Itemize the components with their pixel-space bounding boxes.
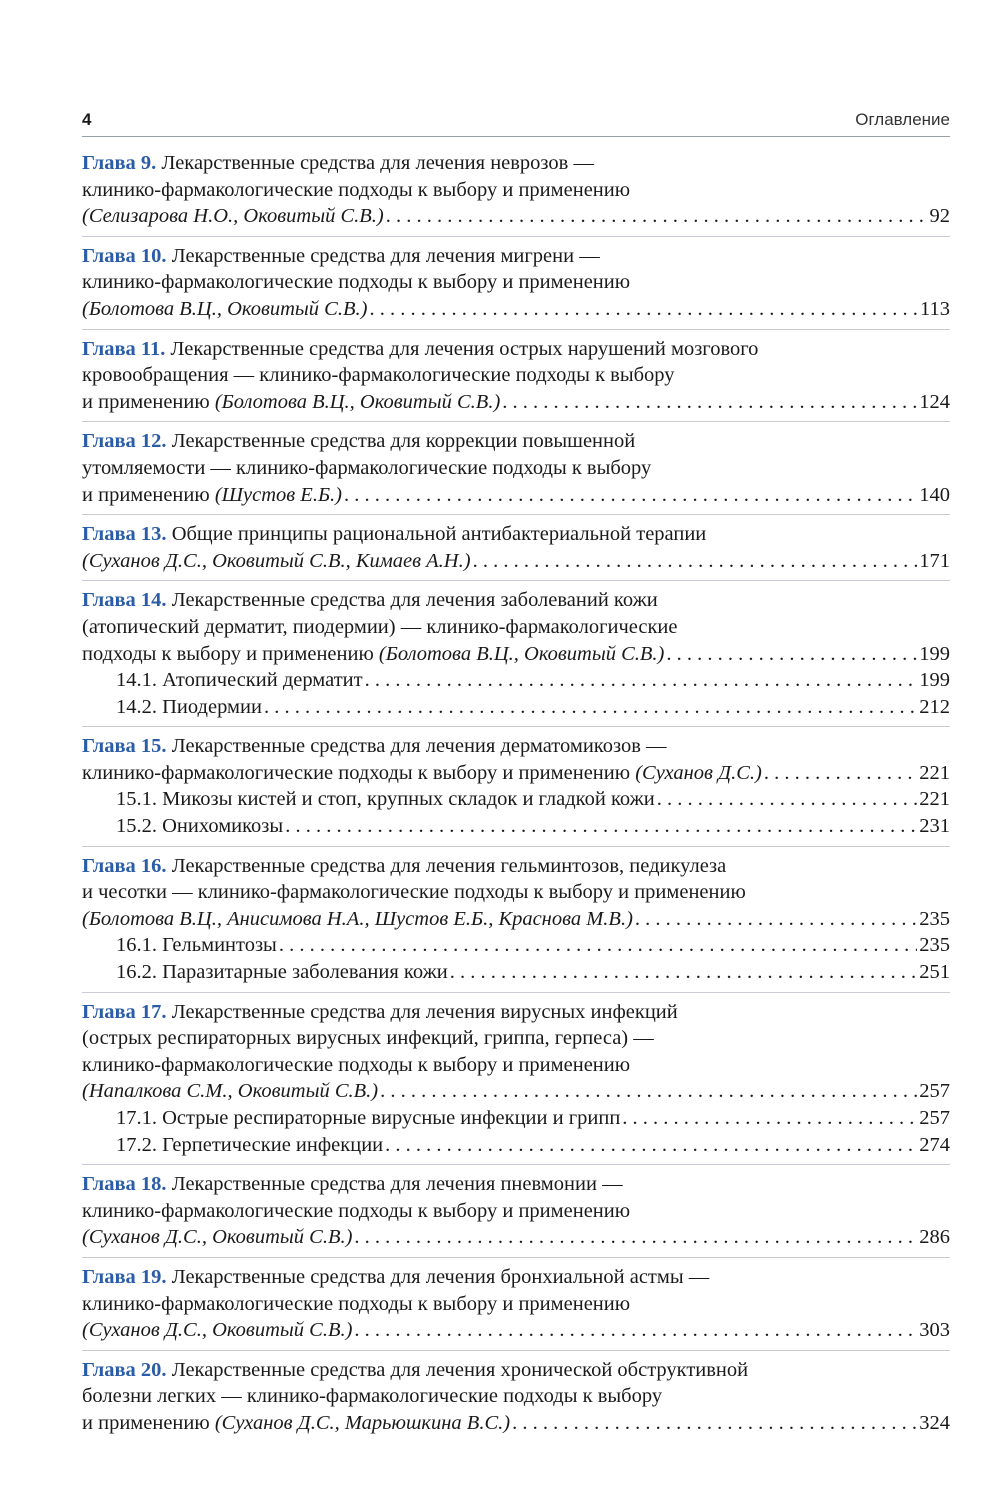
- chapter-authors: (Селизарова Н.О., Оковитый С.В.): [82, 205, 384, 228]
- chapter-title-line: и применению: [82, 1411, 215, 1434]
- page-ref: 235: [919, 907, 950, 930]
- chapter-title-line: Лекарственные средства для лечения гельминтозов, педикулеза: [171, 854, 727, 877]
- subsection-title: 17.2. Герпетические инфекции: [116, 1133, 384, 1156]
- page-ref: 92: [929, 205, 950, 228]
- page-ref: 286: [919, 1226, 950, 1249]
- chapter-authors: (Шустов Е.Б.): [214, 483, 342, 506]
- page-ref: 221: [919, 761, 950, 784]
- toc-leader-line: [82, 296, 950, 323]
- toc-subsection[interactable]: [82, 932, 950, 959]
- header-rule: [82, 136, 950, 137]
- dot-leader: [365, 667, 918, 694]
- page-ref: 199: [919, 669, 950, 692]
- dot-leader: [502, 389, 917, 416]
- chapter-title-line: болезни легких — клинико-фармакологические подходы к выбору: [82, 1385, 663, 1408]
- toc-leader-line: [82, 203, 950, 230]
- chapter-title-line: Лекарственные средства для лечения неврозов —: [161, 152, 594, 174]
- subsection-title: 16.2. Паразитарные заболевания кожи: [116, 961, 448, 984]
- page-ref: 257: [919, 1080, 950, 1103]
- chapter-authors: (Суханов Д.С.): [635, 761, 762, 784]
- chapter-authors: (Суханов Д.С., Оковитый С.В., Кимаев А.Н.): [82, 549, 471, 572]
- dot-leader: [285, 813, 917, 840]
- dot-leader: [264, 694, 917, 721]
- toc-entry[interactable]: [82, 422, 950, 515]
- page-ref: 257: [919, 1107, 950, 1129]
- page-ref: 231: [919, 815, 950, 838]
- toc-subsection[interactable]: [82, 786, 950, 813]
- chapter-title-line: (острых респираторных вирусных инфекций, гриппа, герпеса) —: [82, 1027, 654, 1050]
- subsection-title: 16.1. Гельминтозы: [116, 934, 277, 957]
- toc-subsection[interactable]: [82, 694, 950, 721]
- toc-entry[interactable]: [82, 148, 950, 237]
- dot-leader: [385, 1132, 917, 1159]
- chapter-authors: (Болотова В.Ц., Оковитый С.В.): [82, 297, 368, 320]
- dot-leader: [344, 482, 917, 509]
- chapter-label: Глава 14.: [82, 589, 167, 612]
- toc-entry[interactable]: [82, 1165, 950, 1258]
- chapter-authors: (Болотова В.Ц., Оковитый С.В.): [378, 642, 665, 665]
- toc-subsection[interactable]: [82, 959, 950, 986]
- dot-leader: [512, 1410, 917, 1437]
- dot-leader: [764, 760, 917, 787]
- chapter-title-line: Лекарственные средства для лечения пневмонии —: [171, 1173, 623, 1196]
- chapter-authors: (Болотова В.Ц., Оковитый С.В.): [214, 390, 501, 413]
- toc-entry[interactable]: [82, 581, 950, 727]
- page-number: 4: [82, 110, 92, 129]
- toc-leader-line: [82, 1410, 950, 1437]
- subsection-title: 15.2. Онихомикозы: [116, 815, 284, 838]
- chapter-title-line: и применению: [82, 390, 215, 413]
- section-title: Оглавление: [855, 110, 950, 129]
- toc-entry[interactable]: [82, 1351, 950, 1443]
- chapter-label: Глава 15.: [82, 735, 167, 758]
- subsection-title: 15.1. Микозы кистей и стоп, крупных складок и гладкой кожи: [116, 788, 655, 811]
- toc-leader-line: [82, 1317, 950, 1344]
- page-ref: 171: [919, 549, 950, 572]
- chapter-authors: (Болотова В.Ц., Анисимова Н.А., Шустов Е.Б., Краснова М.В.): [82, 907, 633, 930]
- running-header: [82, 110, 950, 138]
- chapter-authors: (Суханов Д.С., Оковитый С.В.): [82, 1319, 353, 1342]
- chapter-label: Глава 12.: [82, 430, 167, 453]
- subsection-title: 14.2. Пиодермии: [116, 695, 262, 718]
- chapter-title-line: клинико-фармакологические подходы к выбору и применению: [82, 761, 636, 784]
- chapter-title-line: клинико-фармакологические подходы к выбору и применению: [82, 1292, 631, 1315]
- subsection-title: 14.1. Атопический дерматит: [116, 669, 363, 692]
- page-ref: 199: [919, 642, 950, 665]
- page-ref: 212: [919, 695, 950, 718]
- chapter-label: Глава 10.: [82, 244, 167, 267]
- dot-leader: [450, 959, 918, 986]
- toc-leader-line: [82, 548, 950, 575]
- chapter-title-line: (атопический дерматит, пиодермии) — клинико-фармакологические: [82, 615, 678, 638]
- chapter-label: Глава 17.: [82, 1000, 167, 1023]
- chapter-label: Глава 9.: [82, 152, 157, 174]
- dot-leader: [354, 1317, 917, 1344]
- toc-subsection[interactable]: [82, 1105, 950, 1132]
- page-ref: 124: [919, 390, 950, 413]
- toc-entry[interactable]: [82, 237, 950, 330]
- toc-leader-line: [82, 1224, 950, 1251]
- page-ref: 274: [919, 1133, 950, 1156]
- toc-entry[interactable]: [82, 330, 950, 423]
- dot-leader: [380, 1078, 917, 1105]
- toc-entry[interactable]: [82, 1258, 950, 1351]
- chapter-title-line: Лекарственные средства для лечения дерматомикозов —: [171, 735, 667, 758]
- chapter-label: Глава 16.: [82, 854, 167, 877]
- toc-entry[interactable]: [82, 993, 950, 1166]
- page-ref: 113: [920, 297, 950, 320]
- dot-leader: [354, 1224, 917, 1251]
- chapter-label: Глава 13.: [82, 523, 167, 546]
- page-ref: 221: [919, 788, 950, 811]
- chapter-label: Глава 11.: [82, 337, 166, 360]
- toc-entry[interactable]: [82, 515, 950, 581]
- dot-leader: [386, 203, 928, 230]
- chapter-title-line: Лекарственные средства для лечения мигрени —: [171, 244, 600, 267]
- toc-leader-line: [82, 389, 950, 416]
- toc-subsection[interactable]: [82, 667, 950, 694]
- toc-leader-line: [82, 760, 950, 787]
- chapter-title-line: Общие принципы рациональной антибактериальной терапии: [171, 523, 707, 546]
- toc-subsection[interactable]: [82, 813, 950, 840]
- chapter-authors: (Суханов Д.С., Оковитый С.В.): [82, 1226, 353, 1249]
- chapter-authors: (Напалкова С.М., Оковитый С.В.): [82, 1080, 379, 1103]
- chapter-title-line: Лекарственные средства для лечения бронхиальной астмы —: [171, 1265, 710, 1288]
- chapter-title-line: Лекарственные средства для лечения заболеваний кожи: [171, 589, 658, 612]
- subsection-title: 17.1. Острые респираторные вирусные инфекции и грипп: [116, 1107, 621, 1129]
- page-ref: 140: [919, 483, 950, 506]
- chapter-title-line: клинико-фармакологические подходы к выбору и применению: [82, 271, 631, 294]
- toc-leader-line: [82, 906, 950, 933]
- toc-leader-line: [82, 641, 950, 668]
- toc-leader-line: [82, 482, 950, 509]
- chapter-title-line: подходы к выбору и применению: [82, 642, 379, 665]
- toc-leader-line: [82, 1078, 950, 1105]
- chapter-authors: (Суханов Д.С., Марьюшкина В.С.): [214, 1411, 511, 1434]
- table-of-contents: [82, 148, 950, 1443]
- dot-leader: [666, 641, 917, 668]
- chapter-title-line: и чесотки — клинико-фармакологические подходы к выбору и применению: [82, 881, 746, 904]
- chapter-title-line: Лекарственные средства для лечения хронической обструктивной: [171, 1358, 749, 1381]
- chapter-title-line: клинико-фармакологические подходы к выбору и применению: [82, 1199, 631, 1222]
- dot-leader: [369, 296, 918, 323]
- chapter-label: Глава 19.: [82, 1265, 167, 1288]
- chapter-title-line: утомляемости — клинико-фармакологические подходы к выбору: [82, 456, 652, 479]
- dot-leader: [657, 786, 918, 813]
- page-ref: 235: [919, 934, 950, 957]
- chapter-title-line: Лекарственные средства для коррекции повышенной: [171, 430, 636, 453]
- dot-leader: [279, 932, 917, 959]
- page-ref: 251: [919, 961, 950, 984]
- dot-leader: [622, 1105, 917, 1132]
- chapter-label: Глава 20.: [82, 1358, 167, 1381]
- toc-entry[interactable]: [82, 727, 950, 846]
- chapter-title-line: кровообращения — клинико-фармакологические подходы к выбору: [82, 364, 675, 387]
- chapter-title-line: Лекарственные средства для лечения острых нарушений мозгового: [170, 337, 759, 360]
- toc-subsection[interactable]: [82, 1132, 950, 1159]
- dot-leader: [635, 906, 917, 933]
- chapter-label: Глава 18.: [82, 1173, 167, 1196]
- chapter-title-line: клинико-фармакологические подходы к выбору и применению: [82, 178, 631, 201]
- page-ref: 324: [919, 1411, 950, 1434]
- chapter-title-line: и применению: [82, 483, 215, 506]
- chapter-title-line: Лекарственные средства для лечения вирусных инфекций: [171, 1000, 678, 1023]
- dot-leader: [473, 548, 918, 575]
- page-ref: 303: [919, 1319, 950, 1342]
- toc-entry[interactable]: [82, 847, 950, 993]
- chapter-title-line: клинико-фармакологические подходы к выбору и применению: [82, 1053, 631, 1076]
